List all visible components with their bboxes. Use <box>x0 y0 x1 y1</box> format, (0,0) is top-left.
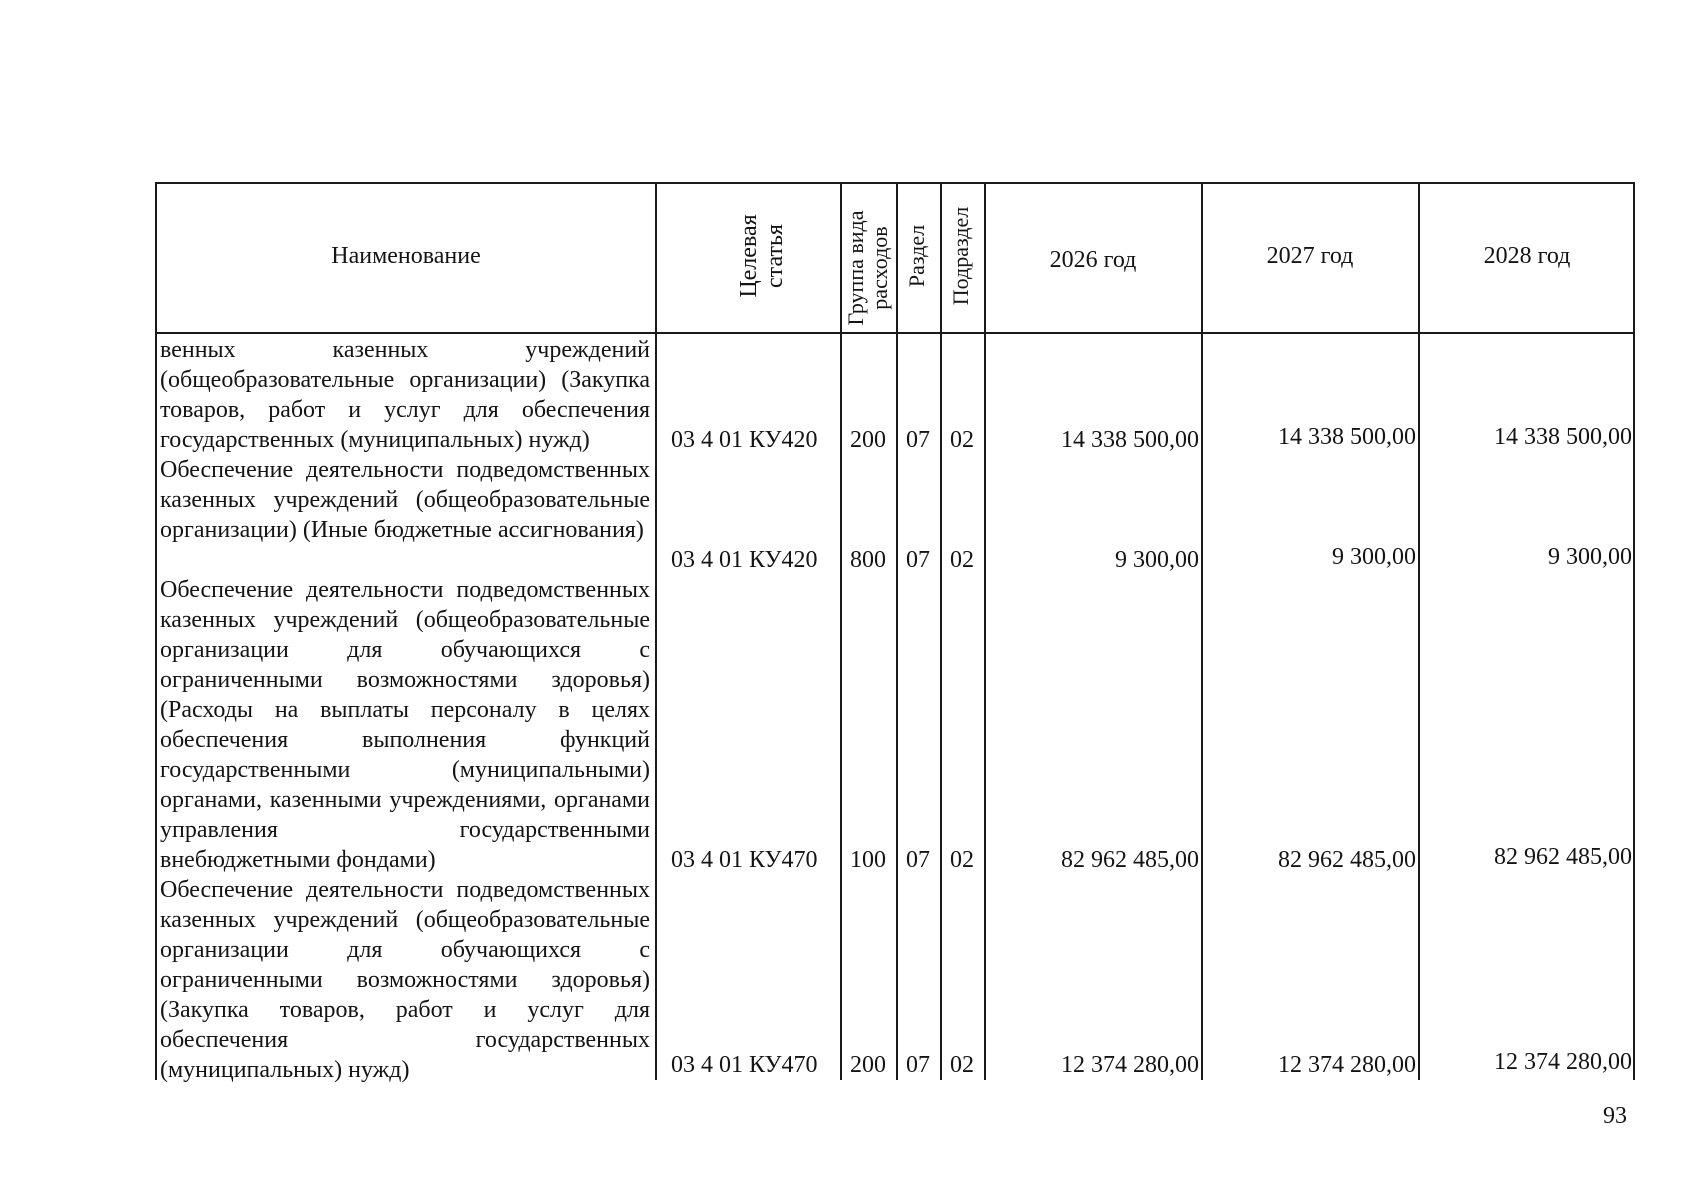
col-border-6 <box>1201 182 1203 1080</box>
header-year-2026: 2026 год <box>1049 247 1137 273</box>
row-3-2028: 82 962 485,00 <box>1494 844 1632 870</box>
row-1-2028: 14 338 500,00 <box>1494 424 1632 450</box>
row-1-2026: 14 338 500,00 <box>1061 427 1199 453</box>
row-2-section: 07 <box>906 547 930 573</box>
col-border-7 <box>1418 182 1420 1080</box>
col-border-5 <box>984 182 986 1080</box>
row-1-group: 200 <box>850 427 886 453</box>
row-1-code: 03 4 01 КУ420 <box>671 427 818 453</box>
row-3-name: Обеспечение деятельности подведомственных казенных учреждений (общеобразовательные организации для обучающихся с ограниченными возможностями здоровья) (Расходы на выплаты персоналу в целях обеспечения выполнения функций государственными (муниципальными) органами, казенными учреждениями, органами управления государственными внебюджетными фондами) <box>160 577 650 873</box>
budget-table <box>155 182 1635 1083</box>
row-2-2028: 9 300,00 <box>1548 544 1632 570</box>
row-2-code: 03 4 01 КУ420 <box>671 547 818 573</box>
row-3-2026: 82 962 485,00 <box>1061 847 1199 873</box>
header-year-2028: 2028 год <box>1483 243 1571 269</box>
row-2-subsection: 02 <box>950 547 974 573</box>
row-4-2028: 12 374 280,00 <box>1494 1049 1632 1075</box>
row-3-code: 03 4 01 КУ470 <box>671 847 818 873</box>
header-bottom-border <box>155 332 1635 334</box>
row-4-group: 200 <box>850 1052 886 1078</box>
col-border-left <box>155 182 157 1080</box>
row-4-name: Обеспечение деятельности подведомственных казенных учреждений (общеобразовательные организации для обучающихся с ограниченными возможностями здоровья) (Закупка товаров, работ и услуг для обеспечения государственных (муниципальных) нужд) <box>160 877 650 1083</box>
row-2-2026: 9 300,00 <box>1115 547 1199 573</box>
row-4-subsection: 02 <box>950 1052 974 1078</box>
col-border-3 <box>896 182 898 1080</box>
col-border-right <box>1633 182 1635 1080</box>
row-2-name: Обеспечение деятельности подведомственных казенных учреждений (общеобразовательные организации) (Иные бюджетные ассигнования) <box>160 457 650 543</box>
row-2-group: 800 <box>850 547 886 573</box>
page-number: 93 <box>1603 1103 1627 1129</box>
header-target-article: Целевая статья <box>736 214 788 298</box>
row-1-name: венных казенных учреждений (общеобразовательные организации) (Закупка товаров, работ и услуг для обеспечения государственных (муниципальных) нужд) <box>160 337 650 453</box>
header-name: Наименование <box>331 243 481 269</box>
header-subsection: Подраздел <box>948 206 973 306</box>
row-1-2027: 14 338 500,00 <box>1278 424 1416 450</box>
col-border-2 <box>840 182 842 1080</box>
row-3-section: 07 <box>906 847 930 873</box>
row-1-subsection: 02 <box>950 427 974 453</box>
col-border-4 <box>940 182 942 1080</box>
row-3-2027: 82 962 485,00 <box>1278 847 1416 873</box>
col-border-1 <box>655 182 657 1080</box>
row-3-subsection: 02 <box>950 847 974 873</box>
row-3-group: 100 <box>850 847 886 873</box>
row-4-section: 07 <box>906 1052 930 1078</box>
row-1-section: 07 <box>906 427 930 453</box>
table-top-border <box>155 182 1635 184</box>
row-4-2026: 12 374 280,00 <box>1061 1052 1199 1078</box>
header-section: Раздел <box>904 224 929 288</box>
row-2-2027: 9 300,00 <box>1332 544 1416 570</box>
row-4-code: 03 4 01 КУ470 <box>671 1052 818 1078</box>
header-year-2027: 2027 год <box>1266 243 1354 269</box>
header-expense-group: Группа вида расходов <box>843 210 892 326</box>
row-4-2027: 12 374 280,00 <box>1278 1052 1416 1078</box>
